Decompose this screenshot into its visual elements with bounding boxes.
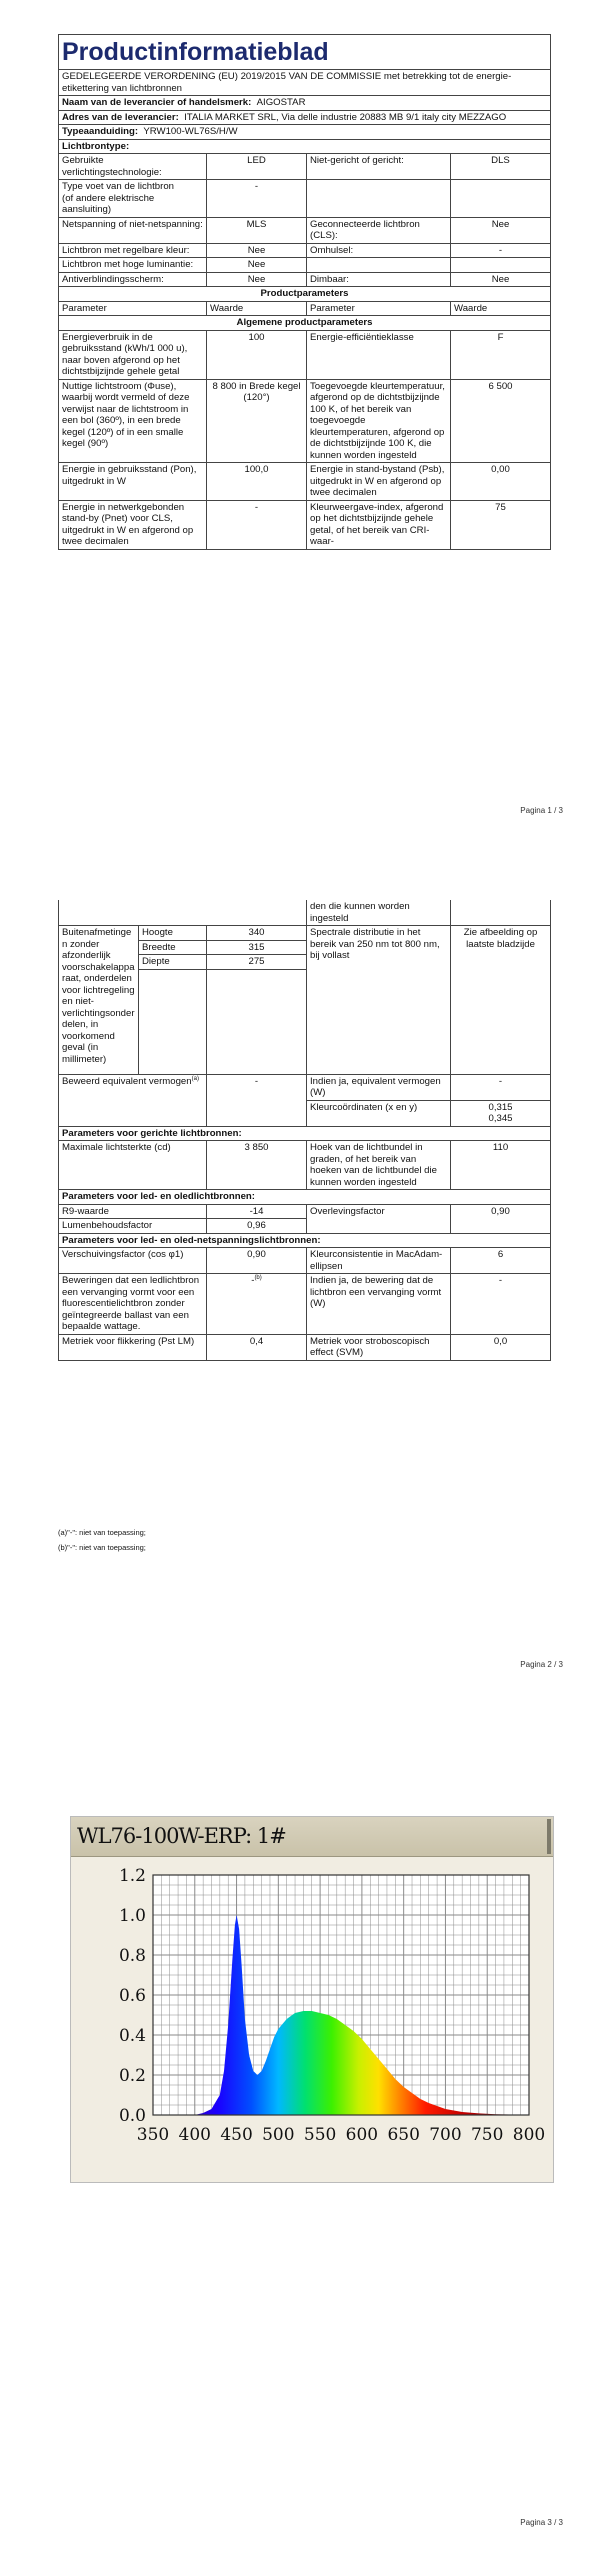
- x-tick-label: 750: [470, 2125, 504, 2145]
- replacement-w-value: -: [451, 1274, 551, 1335]
- type-param-label: Netspanning of niet-netspanning:: [59, 217, 207, 243]
- supplier-name-value: AIGOSTAR: [256, 97, 306, 108]
- type-param-value: LED: [207, 154, 307, 180]
- param-row: [59, 379, 551, 463]
- type-param-value: -: [207, 180, 307, 218]
- dim-value-depth: 275: [207, 955, 307, 970]
- dim-value-width: 315: [207, 940, 307, 955]
- param-value: 100: [207, 330, 307, 379]
- chroma-x: 0,315: [488, 1101, 513, 1113]
- type-param-label-2: Dimbaar:: [307, 272, 451, 287]
- x-tick-label: 800: [512, 2125, 546, 2145]
- r9-value: -14: [207, 1204, 307, 1219]
- chart-title-bar: [71, 1817, 553, 1857]
- strobo-value: 0,0: [451, 1334, 551, 1360]
- type-param-label-2: Omhulsel:: [307, 243, 451, 258]
- dim-value-height: 340: [207, 926, 307, 941]
- x-tick-label: 350: [136, 2125, 170, 2145]
- equiv-w-label: Indien ja, equivalent vermogen (W): [307, 1074, 451, 1100]
- dimensions-label: Buitenafmetingen zonder afzonderlijk voorschakelapparaat, onderdelen voor lichtregeling en niet-verlichtingsonderdelen, in voorkomend geval (in millimeter): [59, 926, 139, 1075]
- equiv-power-label: Beweerd equivalent vermogen: [62, 1075, 192, 1087]
- type-param-label: Gebruikte verlichtingstechnologie:: [59, 154, 207, 180]
- type-param-label: Lichtbron met hoge luminantie:: [59, 258, 207, 273]
- replacement-value-cell: [207, 1274, 307, 1335]
- param-label: Energieverbruik in de gebruiksstand (kWh/1 000 u), naar boven afgerond op het dichtstbijzijnde gehele getal: [59, 330, 207, 379]
- survival-value: 0,90: [451, 1204, 551, 1233]
- continuation-text: den die kunnen worden ingesteld: [307, 900, 451, 926]
- param-row: [59, 463, 551, 501]
- param-value: 8 800 in Brede kegel (120°): [207, 379, 307, 463]
- y-tick-label: 0.0: [118, 2106, 146, 2126]
- col-header-value: Waarde: [207, 301, 307, 316]
- spectrum-chart: [71, 1857, 553, 2182]
- model-label: Typeaanduiding:: [62, 126, 139, 137]
- chroma-label: Kleurcoördinaten (x en y): [307, 1100, 451, 1126]
- max-intensity-label: Maximale lichtsterkte (cd): [59, 1141, 207, 1190]
- page-2: [0, 850, 603, 1700]
- led-mains-header: Parameters voor led- en oled-netspanningslichtbronnen:: [59, 1233, 551, 1248]
- footnote-a: (a)"-": niet van toepassing;: [58, 1528, 146, 1537]
- param-label-2: Energie in stand-bystand (Psb), uitgedrukt in W en afgerond op twee decimalen: [307, 463, 451, 501]
- model-row: [59, 125, 551, 140]
- spectral-value: Zie afbeelding op laatste bladzijde: [451, 926, 551, 1075]
- param-value: -: [207, 500, 307, 549]
- dim-label-width: Breedte: [139, 940, 207, 955]
- type-rows: [59, 154, 551, 287]
- type-row: [59, 217, 551, 243]
- param-label-2: Kleurweergave-index, afgerond op het dichtstbijzijnde gehele getal, of het bereik van CRI-waar-: [307, 500, 451, 549]
- supplier-address-label: Adres van de leverancier:: [62, 111, 179, 123]
- type-param-value-2: Nee: [451, 272, 551, 287]
- product-params-header: Productparameters: [59, 287, 551, 302]
- survival-label: Overlevingsfactor: [307, 1204, 451, 1233]
- type-row: [59, 180, 551, 218]
- max-intensity-value: 3 850: [207, 1141, 307, 1190]
- chroma-value: [451, 1100, 551, 1126]
- displacement-label: Verschuivingsfactor (cos φ1): [59, 1248, 207, 1274]
- param-rows: [59, 330, 551, 549]
- lumen-maint-label: Lumenbehoudsfactor: [59, 1219, 207, 1234]
- replacement-value: -: [251, 1275, 255, 1287]
- supplier-name-row: [59, 96, 551, 111]
- type-param-value: Nee: [207, 272, 307, 287]
- title-bar-divider: [547, 1819, 551, 1854]
- param-value: 100,0: [207, 463, 307, 501]
- equiv-power-value: -: [207, 1074, 307, 1126]
- param-label: Nuttige lichtstroom (Φuse), waarbij wordt vermeld of deze verwijst naar de lichtstroom in een bol (360º), in een brede kegel (120º) of in een smalle kegel (90º): [59, 379, 207, 463]
- type-param-value-2: [451, 180, 551, 218]
- consistency-value: 6: [451, 1248, 551, 1274]
- directed-header: Parameters voor gerichte lichtbronnen:: [59, 1126, 551, 1141]
- col-header-value-2: Waarde: [451, 301, 551, 316]
- type-param-label: Lichtbron met regelbare kleur:: [59, 243, 207, 258]
- x-tick-label: 450: [220, 2125, 253, 2145]
- x-tick-label: 550: [303, 2125, 337, 2145]
- general-params-header: Algemene productparameters: [59, 316, 551, 331]
- lightsource-type-header: Lichtbrontype:: [59, 139, 551, 154]
- chart-title: WL76-100W-ERP: 1#: [77, 1824, 286, 1848]
- x-tick-label: 650: [387, 2125, 420, 2145]
- param-value-2: 0,00: [451, 463, 551, 501]
- led-header: Parameters voor led- en oledlichtbronnen:: [59, 1190, 551, 1205]
- type-param-value-2: -: [451, 243, 551, 258]
- param-label: Energie in netwerkgebonden stand-by (Pnet) voor CLS, uitgedrukt in W en afgerond op twee decimalen: [59, 500, 207, 549]
- type-param-value: Nee: [207, 243, 307, 258]
- beam-angle-value: 110: [451, 1141, 551, 1190]
- equiv-power-row: [59, 1074, 207, 1126]
- type-param-value: Nee: [207, 258, 307, 273]
- type-param-label-2: Niet-gericht of gericht:: [307, 154, 451, 180]
- y-tick-label: 0.4: [118, 2026, 146, 2046]
- type-param-label-2: Geconnecteerde lichtbron (CLS):: [307, 217, 451, 243]
- type-row: [59, 243, 551, 258]
- col-header-param-2: Parameter: [307, 301, 451, 316]
- dim-label-height: Hoogte: [139, 926, 207, 941]
- regulation-text: GEDELEGEERDE VERORDENING (EU) 2019/2015 VAN DE COMMISSIE met betrekking tot de energie-etikettering van lichtbronnen: [59, 70, 551, 96]
- spectral-label: Spectrale distributie in het bereik van 250 nm tot 800 nm, bij vollast: [307, 926, 451, 1075]
- param-value-2: 6 500: [451, 379, 551, 463]
- replacement-w-label: Indien ja, de bewering dat de lichtbron een vervanging vormt (W): [307, 1274, 451, 1335]
- model-value: YRW100-WL76S/H/W: [143, 126, 238, 137]
- y-tick-label: 0.6: [118, 1986, 146, 2006]
- param-value-2: F: [451, 330, 551, 379]
- param-label: Energie in gebruiksstand (Pon), uitgedrukt in W: [59, 463, 207, 501]
- x-tick-label: 600: [345, 2125, 379, 2145]
- x-tick-label: 400: [178, 2125, 212, 2145]
- page-1: [0, 0, 603, 850]
- y-tick-label: 1.0: [118, 1906, 146, 1926]
- lumen-maint-value: 0,96: [207, 1219, 307, 1234]
- footnote-b: (b)"-": niet van toepassing;: [58, 1543, 146, 1552]
- product-info-table-continued: [58, 900, 551, 1361]
- param-row: [59, 500, 551, 549]
- type-param-value-2: DLS: [451, 154, 551, 180]
- type-row: [59, 272, 551, 287]
- page-number: Pagina 2 / 3: [520, 1660, 563, 1669]
- supplier-address-row: [59, 110, 551, 125]
- page-number: Pagina 1 / 3: [520, 806, 563, 815]
- param-value-2: 75: [451, 500, 551, 549]
- type-param-value-2: Nee: [451, 217, 551, 243]
- spectrum-chart-frame: [70, 1816, 554, 2183]
- consistency-label: Kleurconsistentie in MacAdam-ellipsen: [307, 1248, 451, 1274]
- chroma-y: 0,345: [488, 1113, 513, 1124]
- param-row: [59, 330, 551, 379]
- replacement-footnote-ref: (b): [254, 1275, 262, 1281]
- replacement-label: Beweringen dat een ledlichtbron een vervanging vormt voor een fluorescentielichtbron zonder geïntegreerde ballast van een bepaalde wattage.: [59, 1274, 207, 1335]
- r9-label: R9-waarde: [59, 1204, 207, 1219]
- product-info-table: [58, 34, 551, 550]
- type-param-label-2: [307, 258, 451, 273]
- y-tick-label: 0.8: [118, 1946, 146, 1966]
- type-param-value: MLS: [207, 217, 307, 243]
- x-tick-label: 700: [429, 2125, 462, 2145]
- type-row: [59, 154, 551, 180]
- page-number: Pagina 3 / 3: [520, 2518, 563, 2527]
- y-tick-label: 0.2: [118, 2066, 146, 2086]
- type-param-label-2: [307, 180, 451, 218]
- col-header-param: Parameter: [59, 301, 207, 316]
- supplier-name-label: Naam van de leverancier of handelsmerk:: [62, 97, 252, 108]
- type-row: [59, 258, 551, 273]
- param-label-2: Toegevoegde kleurtemperatuur, afgerond op de dichtstbijzijnde 100 K, of het bereik van toegevoegde kleurtemperaturen, afgerond op de dichtstbijzijnde 100 K, die kunnen worden ingesteld: [307, 379, 451, 463]
- equiv-w-value: -: [451, 1074, 551, 1100]
- page-title: Productinformatieblad: [59, 35, 551, 70]
- beam-angle-label: Hoek van de lichtbundel in graden, of het bereik van hoeken van de lichtbundel die kunnen worden ingesteld: [307, 1141, 451, 1190]
- type-param-label: Type voet van de lichtbron (of andere elektrische aansluiting): [59, 180, 207, 218]
- dim-label-depth: Diepte: [139, 955, 207, 970]
- x-tick-label: 500: [262, 2125, 295, 2145]
- strobo-label: Metriek voor stroboscopisch effect (SVM): [307, 1334, 451, 1360]
- equiv-footnote-ref: (a): [191, 1075, 199, 1082]
- param-label-2: Energie-efficiëntieklasse: [307, 330, 451, 379]
- supplier-address-value: ITALIA MARKET SRL, Via delle industrie 20883 MB 9/1 italy city MEZZAGO: [184, 111, 507, 123]
- type-param-value-2: [451, 258, 551, 273]
- flicker-value: 0,4: [207, 1334, 307, 1360]
- displacement-value: 0,90: [207, 1248, 307, 1274]
- y-tick-label: 1.2: [118, 1866, 146, 1886]
- flicker-label: Metriek voor flikkering (Pst LM): [59, 1334, 207, 1360]
- type-param-label: Antiverblindingsscherm:: [59, 272, 207, 287]
